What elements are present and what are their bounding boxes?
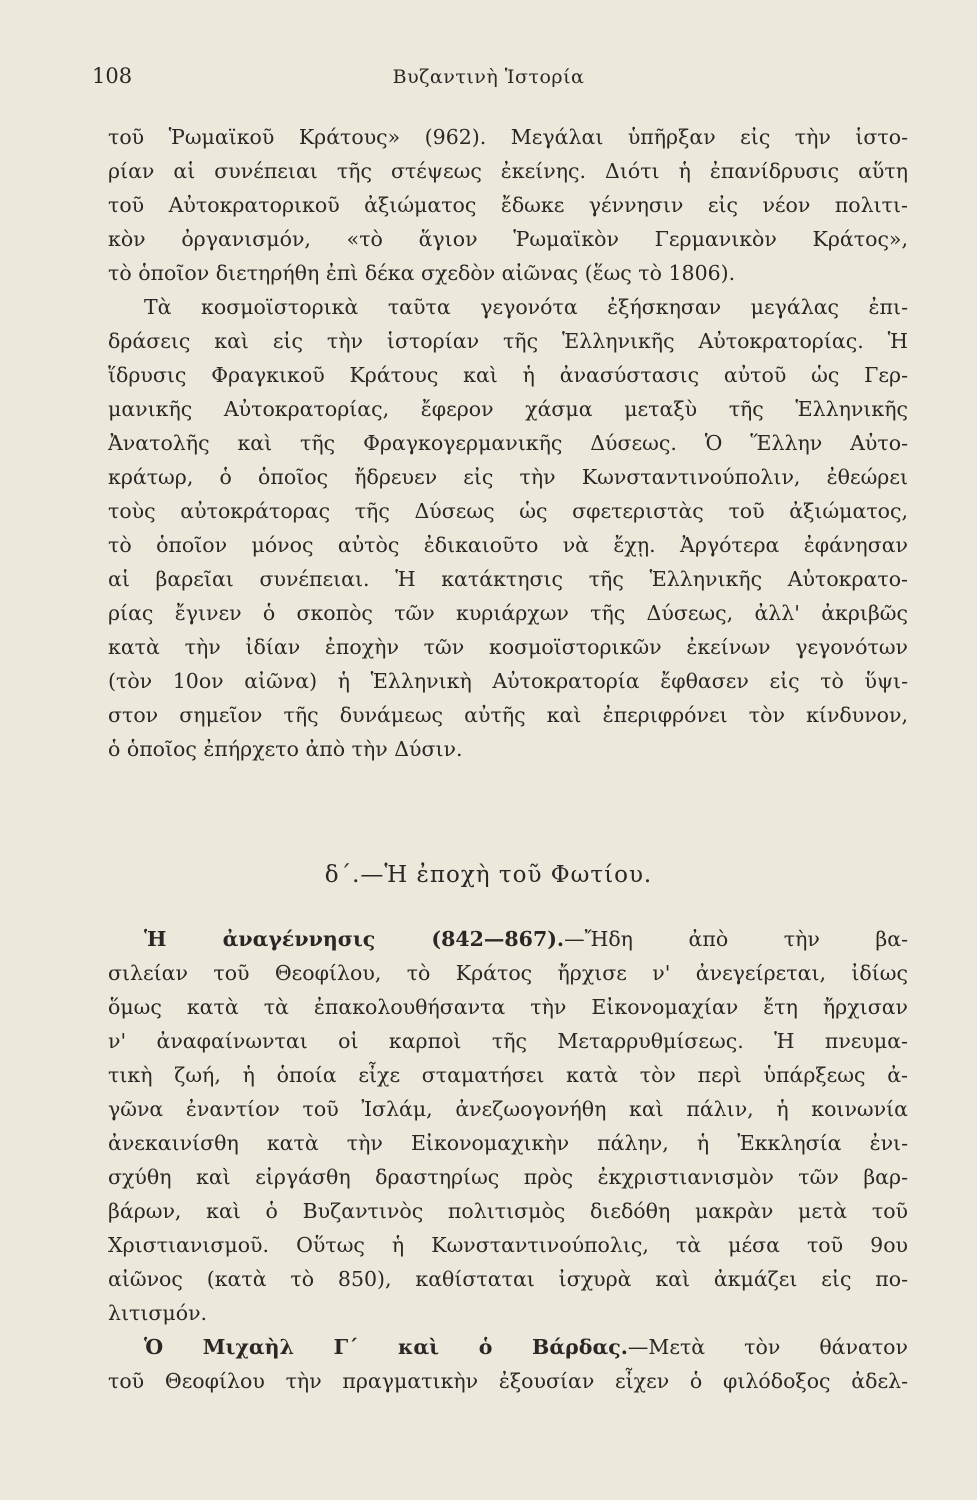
- page-header: [0, 62, 977, 102]
- text-line: γῶνα ἐναντίον τοῦ Ἰσλάμ, ἀνεζωογονήθη καὶ πάλιν, ἡ κοινωνία: [108, 1097, 908, 1121]
- text-fragment: —Μετὰ τὸν θάνατον: [627, 1335, 908, 1359]
- text-line: τὸ ὁποῖον διετηρήθη ἐπὶ δέκα σχεδὸν αἰῶνας (ἕως τὸ 1806).: [108, 261, 736, 285]
- text-line: κράτωρ, ὁ ὁποῖος ἤδρευεν εἰς τὴν Κωνσταντινούπολιν, ἐθεώρει: [108, 465, 908, 489]
- text-line: ρίαν αἱ συνέπειαι τῆς στέψεως ἐκείνης. Διότι ἡ ἐπανίδρυσις αὕτη: [108, 159, 908, 183]
- text-line: τοῦ Θεοφίλου τὴν πραγματικὴν ἐξουσίαν εἶχεν ὁ φιλόδοξος ἀδελ-: [108, 1369, 908, 1393]
- text-line: βάρων, καὶ ὁ Βυζαντινὸς πολιτισμὸς διεδόθη μακρὰν μετὰ τοῦ: [108, 1199, 908, 1223]
- text-line: τικὴ ζωή, ἡ ὁποία εἶχε σταματήσει κατὰ τὸν περὶ ὑπάρξεως ἀ-: [108, 1063, 908, 1087]
- text-fragment: —Ἤδη ἀπὸ τὴν βα-: [564, 927, 908, 951]
- text-block-top: [108, 120, 908, 766]
- text-line: ὅμως κατὰ τὰ ἐπακολουθήσαντα τὴν Εἰκονομαχίαν ἔτη ἤρχισαν: [108, 995, 908, 1019]
- section-heading: δ΄.—Ἡ ἐποχὴ τοῦ Φωτίου.: [324, 862, 653, 888]
- text-block-bottom: [108, 922, 908, 1398]
- text-line: Ἀνατολῆς καὶ τῆς Φραγκογερμανικῆς Δύσεως. Ὁ Ἕλλην Αὐτο-: [108, 431, 908, 455]
- paragraph-lead: Ὁ Μιχαὴλ Γ΄ καὶ ὁ Βάρδας.: [144, 1335, 628, 1359]
- text-line: μανικῆς Αὐτοκρατορίας, ἔφερον χάσμα μεταξὺ τῆς Ἑλληνικῆς: [108, 397, 908, 421]
- text-line: Χριστιανισμοῦ. Οὕτως ἡ Κωνσταντινούπολις, τὰ μέσα τοῦ 9ου: [108, 1233, 908, 1257]
- text-line: τοὺς αὐτοκράτορας τῆς Δύσεως ὡς σφετεριστὰς τοῦ ἀξιώματος,: [108, 499, 908, 523]
- paragraph-lead: Ἡ ἀναγέννησις (842—867).: [144, 927, 565, 951]
- text-line: τὸ ὁποῖον μόνος αὐτὸς ἐδικαιοῦτο νὰ ἔχῃ. Ἀργότερα ἐφάνησαν: [108, 533, 908, 557]
- running-title: Βυζαντινὴ Ἱστορία: [392, 66, 585, 88]
- text-line: κὸν ὀργανισμόν, «τὸ ἅγιον Ῥωμαϊκὸν Γερμανικὸν Κράτος»,: [108, 227, 908, 251]
- text-line: ἀνεκαινίσθη κατὰ τὴν Εἰκονομαχικὴν πάλην, ἡ Ἐκκλησία ἐνι-: [108, 1131, 908, 1155]
- text-line: σχύθη καὶ εἰργάσθη δραστηρίως πρὸς ἐκχριστιανισμὸν τῶν βαρ-: [108, 1165, 908, 1189]
- text-line: κατὰ τὴν ἰδίαν ἐποχὴν τῶν κοσμοϊστορικῶν ἐκείνων γεγονότων: [108, 635, 908, 659]
- text-line: αἱ βαρεῖαι συνέπειαι. Ἡ κατάκτησις τῆς Ἑλληνικῆς Αὐτοκρατο-: [108, 567, 908, 591]
- text-line: ρίας ἔγινεν ὁ σκοπὸς τῶν κυριάρχων τῆς Δύσεως, ἀλλ' ἀκριβῶς: [108, 601, 908, 625]
- text-line: τοῦ Ῥωμαϊκοῦ Κράτους» (962). Μεγάλαι ὑπῆρξαν εἰς τὴν ἱστο-: [108, 125, 908, 149]
- page-number: 108: [92, 64, 133, 88]
- text-line: στον σημεῖον τῆς δυνάμεως αὐτῆς καὶ ἐπεριφρόνει τὸν κίνδυνον,: [108, 703, 908, 727]
- text-line: [108, 1330, 908, 1364]
- text-line: Τὰ κοσμοϊστορικὰ ταῦτα γεγονότα ἐξήσκησαν μεγάλας ἐπι-: [144, 295, 908, 319]
- text-line: τοῦ Αὐτοκρατορικοῦ ἀξιώματος ἔδωκε γέννησιν εἰς νέον πολιτι-: [108, 193, 908, 217]
- text-line: (τὸν 10ον αἰῶνα) ἡ Ἑλληνικὴ Αὐτοκρατορία ἔφθασεν εἰς τὸ ὕψι-: [108, 669, 908, 693]
- text-line: ὁ ὁποῖος ἐπήρχετο ἀπὸ τὴν Δύσιν.: [108, 737, 463, 761]
- text-line: δράσεις καὶ εἰς τὴν ἱστορίαν τῆς Ἑλληνικῆς Αὐτοκρατορίας. Ἡ: [108, 329, 908, 353]
- text-line: ν' ἀναφαίνωνται οἱ καρποὶ τῆς Μεταρρυθμίσεως. Ἡ πνευμα-: [108, 1029, 908, 1053]
- text-line: αἰῶνος (κατὰ τὸ 850), καθίσταται ἰσχυρὰ καὶ ἀκμάζει εἰς πο-: [108, 1267, 908, 1291]
- text-line: [108, 922, 908, 956]
- text-line: σιλείαν τοῦ Θεοφίλου, τὸ Κράτος ἤρχισε ν' ἀνεγείρεται, ἰδίως: [108, 961, 908, 985]
- text-line: λιτισμόν.: [108, 1301, 208, 1325]
- text-line: ἵδρυσις Φραγκικοῦ Κράτους καὶ ἡ ἀνασύστασις αὐτοῦ ὡς Γερ-: [108, 363, 908, 387]
